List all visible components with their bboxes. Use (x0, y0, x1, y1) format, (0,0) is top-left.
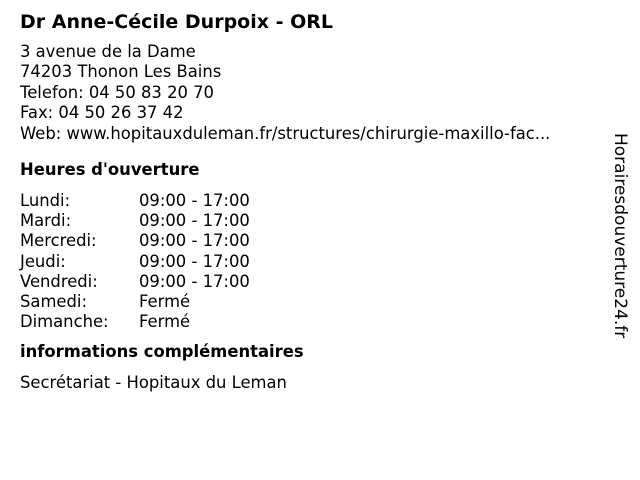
website-link[interactable]: Web: www.hopitauxduleman.fr/structures/chirurgie-maxillo-fac... (20, 123, 551, 143)
hours-time-value: Fermé (139, 292, 191, 312)
hours-row-saturday (20, 292, 600, 312)
hours-row-friday (20, 272, 600, 292)
page-title: Dr Anne-Cécile Durpoix - ORL (20, 11, 333, 33)
address-street: 3 avenue de la Dame (20, 42, 196, 61)
listing-card (20, 9, 600, 393)
site-brand-watermark: Horairesdouverture24.fr (610, 133, 630, 339)
hours-time-value: 09:00 - 17:00 (139, 251, 250, 271)
extra-info-heading: informations complémentaires (20, 342, 304, 362)
hours-row-thursday (20, 252, 600, 272)
extra-info-text: Secrétariat - Hopitaux du Leman (20, 373, 287, 393)
phone-number: Telefon: 04 50 83 20 70 (20, 82, 214, 102)
hours-time-value: 09:00 - 17:00 (139, 231, 250, 251)
hours-day-label: Vendredi: (20, 271, 98, 291)
hours-time-value: 09:00 - 17:00 (139, 211, 250, 231)
hours-time-value: 09:00 - 17:00 (139, 271, 250, 291)
hours-row-monday (20, 191, 600, 211)
hours-day-label: Jeudi: (20, 251, 66, 271)
address-city: 74203 Thonon Les Bains (20, 62, 222, 82)
hours-time-value: Fermé (139, 312, 191, 332)
hours-day-label: Lundi: (20, 191, 71, 211)
hours-time-value: 09:00 - 17:00 (139, 191, 250, 211)
fax-number: Fax: 04 50 26 37 42 (20, 103, 184, 123)
hours-day-label: Samedi: (20, 292, 87, 312)
hours-day-label: Mardi: (20, 211, 72, 231)
opening-hours-table (20, 191, 600, 332)
hours-row-tuesday (20, 211, 600, 231)
hours-row-sunday (20, 312, 600, 332)
hours-row-wednesday (20, 231, 600, 251)
hours-day-label: Mercredi: (20, 231, 97, 251)
contact-block (20, 42, 600, 144)
hours-day-label: Dimanche: (20, 312, 109, 332)
hours-heading: Heures d'ouverture (20, 160, 200, 180)
